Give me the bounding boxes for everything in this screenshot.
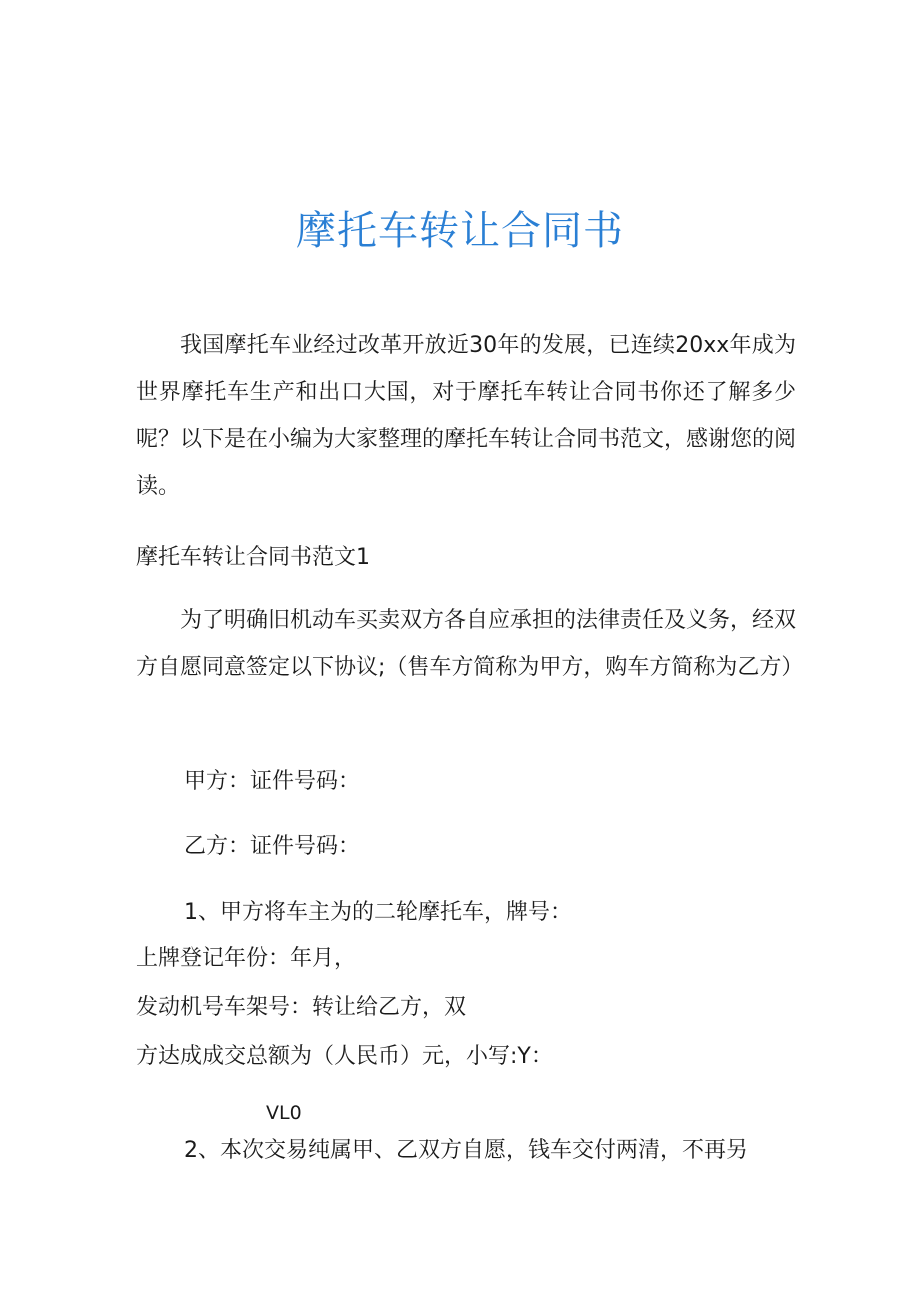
party-b-line: 乙方：证件号码： — [184, 834, 361, 859]
document-title: 摩托车转让合同书 — [296, 208, 624, 254]
clause-1-line-1: 1、甲方将车主为的二轮摩托车，牌号： — [184, 900, 572, 925]
intro-paragraph: 我国摩托车业经过改革开放近30年的发展，已连续20xx年成为世界摩托车生产和出口大国，对于摩托车转让合同书你还了解多少呢？以下是在小编为大家整理的摩托车转让合同书范文，感谢您的阅读。 — [136, 333, 797, 499]
amount-fragment: VL0 — [266, 1102, 302, 1124]
clause-1-line-3: 发动机号车架号：转让给乙方，双 — [136, 995, 467, 1020]
party-a-line: 甲方：证件号码： — [184, 769, 361, 794]
section-heading: 摩托车转让合同书范文1 — [136, 545, 370, 570]
purpose-paragraph: 为了明确旧机动车买卖双方各自应承担的法律责任及义务，经双方自愿同意签定以下协议;（售车方简称为甲方，购车方简称为乙方） — [136, 608, 804, 680]
clause-1-line-2: 上牌登记年份：年月， — [136, 946, 357, 971]
clause-1-line-4: 方达成成交总额为（人民币）元，小写:Y： — [136, 1044, 553, 1069]
clause-2-line-1: 2、本次交易纯属甲、乙双方自愿，钱车交付两清，不再另 — [184, 1138, 748, 1163]
